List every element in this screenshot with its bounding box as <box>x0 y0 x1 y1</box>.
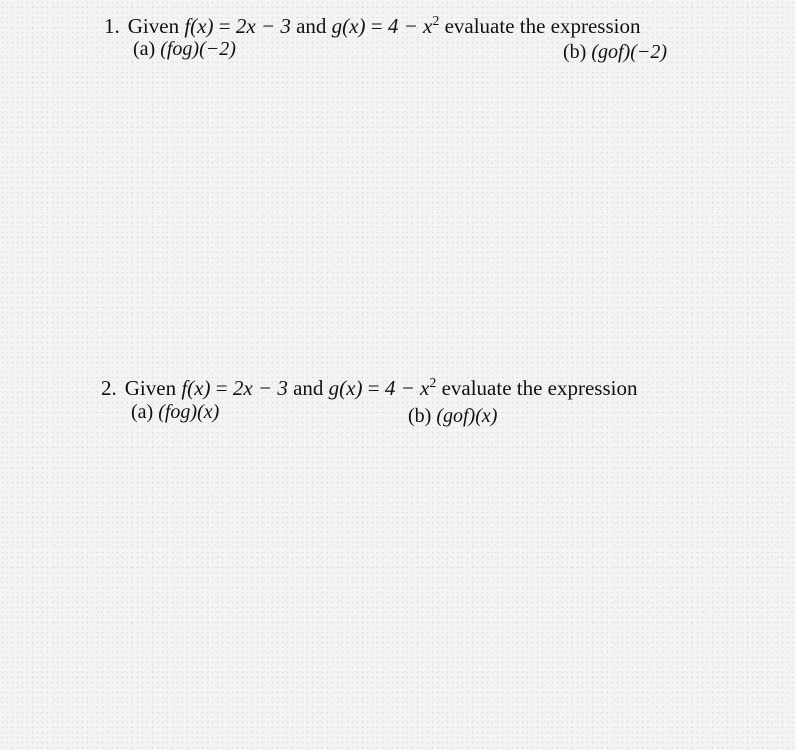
problem-1-eq2: = <box>370 14 383 38</box>
problem-2-eq2: = <box>367 376 380 400</box>
problem-1-part-a-label: (a) <box>133 38 156 60</box>
problem-2-part-b-expr: (gof)(x) <box>436 405 498 427</box>
problem-2-statement <box>101 372 637 400</box>
problem-1-part-b <box>563 40 667 64</box>
problem-2-part-a <box>131 400 219 424</box>
problem-2-f-expr: f(x) <box>181 376 211 400</box>
problem-2-part-a-label: (a) <box>131 401 154 423</box>
problem-1-part-b-label: (b) <box>563 41 587 63</box>
problem-1-g-rhs-exponent: 2 <box>432 14 440 29</box>
problem-1-number: 1. <box>104 14 120 38</box>
problem-1-part-b-expr: (gof)(−2) <box>591 41 668 63</box>
problem-2-number: 2. <box>101 376 117 400</box>
problem-2-instruction: evaluate the expression <box>441 376 638 400</box>
problem-1-g-rhs: 4 − x <box>387 14 433 38</box>
problem-1-and: and <box>296 14 327 38</box>
problem-2-part-b-label: (b) <box>408 405 432 427</box>
problem-2-given: Given <box>124 376 177 400</box>
problem-2-f-rhs: 2x − 3 <box>232 376 288 400</box>
problem-1-g-expr: g(x) <box>331 14 366 38</box>
problem-1-instruction: evaluate the expression <box>444 14 641 38</box>
problem-2-g-rhs-exponent: 2 <box>429 376 437 391</box>
problem-2-g-expr: g(x) <box>328 376 363 400</box>
problem-1-statement <box>104 10 640 38</box>
problem-2-eq1: = <box>215 376 228 400</box>
problem-1-part-a <box>133 37 236 61</box>
problem-2-part-a-expr: (fog)(x) <box>158 401 220 423</box>
problem-1-given: Given <box>127 14 180 38</box>
problem-1-f-expr: f(x) <box>184 14 214 38</box>
problem-2-part-b <box>408 404 497 428</box>
problem-1-f-rhs: 2x − 3 <box>235 14 291 38</box>
problem-1-part-a-expr: (fog)(−2) <box>160 38 236 60</box>
problem-1-eq1: = <box>218 14 231 38</box>
problem-2-and: and <box>293 376 324 400</box>
problem-2-g-rhs: 4 − x <box>384 376 430 400</box>
